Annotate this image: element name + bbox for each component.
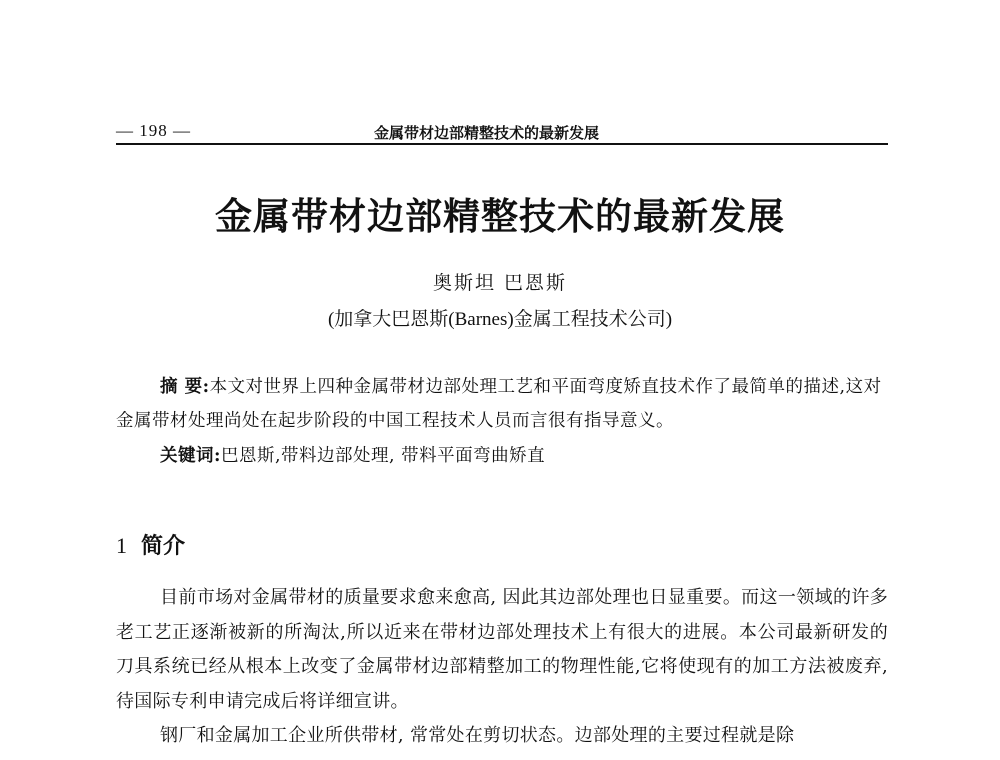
keywords [160, 442, 545, 467]
body-paragraph: 钢厂和金属加工企业所供带材, 常常处在剪切状态。边部处理的主要过程就是除 [160, 725, 795, 746]
section-title: 简介 [141, 533, 186, 559]
authors: 奥斯坦 巴恩斯 [432, 272, 568, 294]
page-number: — 198 — [116, 121, 191, 140]
keywords-label: 关键词: [160, 446, 221, 466]
page-header [116, 121, 888, 145]
affiliation: (加拿大巴恩斯(Barnes)金属工程技术公司) [327, 309, 673, 330]
body-paragraph: 目前市场对金属带材的质量要求愈来愈高, 因此其边部处理也日显重要。而这一领域的许多老工艺正逐渐被新的所淘汰,所以近来在带材边部处理技术上有很大的进展。本公司最新研发的刀具系统已经从根本上改变了金属带材边部精整加工的物理性能,它将使现有的加工方法被废弃,待国际专利申请完成后将详细宣讲。 [116, 587, 888, 712]
section-number: 1 [116, 533, 127, 558]
abstract [116, 370, 888, 438]
abstract-text: 本文对世界上四种金属带材边部处理工艺和平面弯度矫直技术作了最简单的描述,这对金属带材处理尚处在起步阶段的中国工程技术人员而言很有指导意义。 [116, 377, 882, 431]
section-heading [116, 529, 185, 560]
keywords-text: 巴恩斯,带料边部处理, 带料平面弯曲矫直 [220, 446, 546, 466]
running-title: 金属带材边部精整技术的最新发展 [374, 124, 600, 142]
paper-title: 金属带材边部精整技术的最新发展 [215, 194, 785, 238]
abstract-label: 摘 要: [160, 377, 210, 397]
